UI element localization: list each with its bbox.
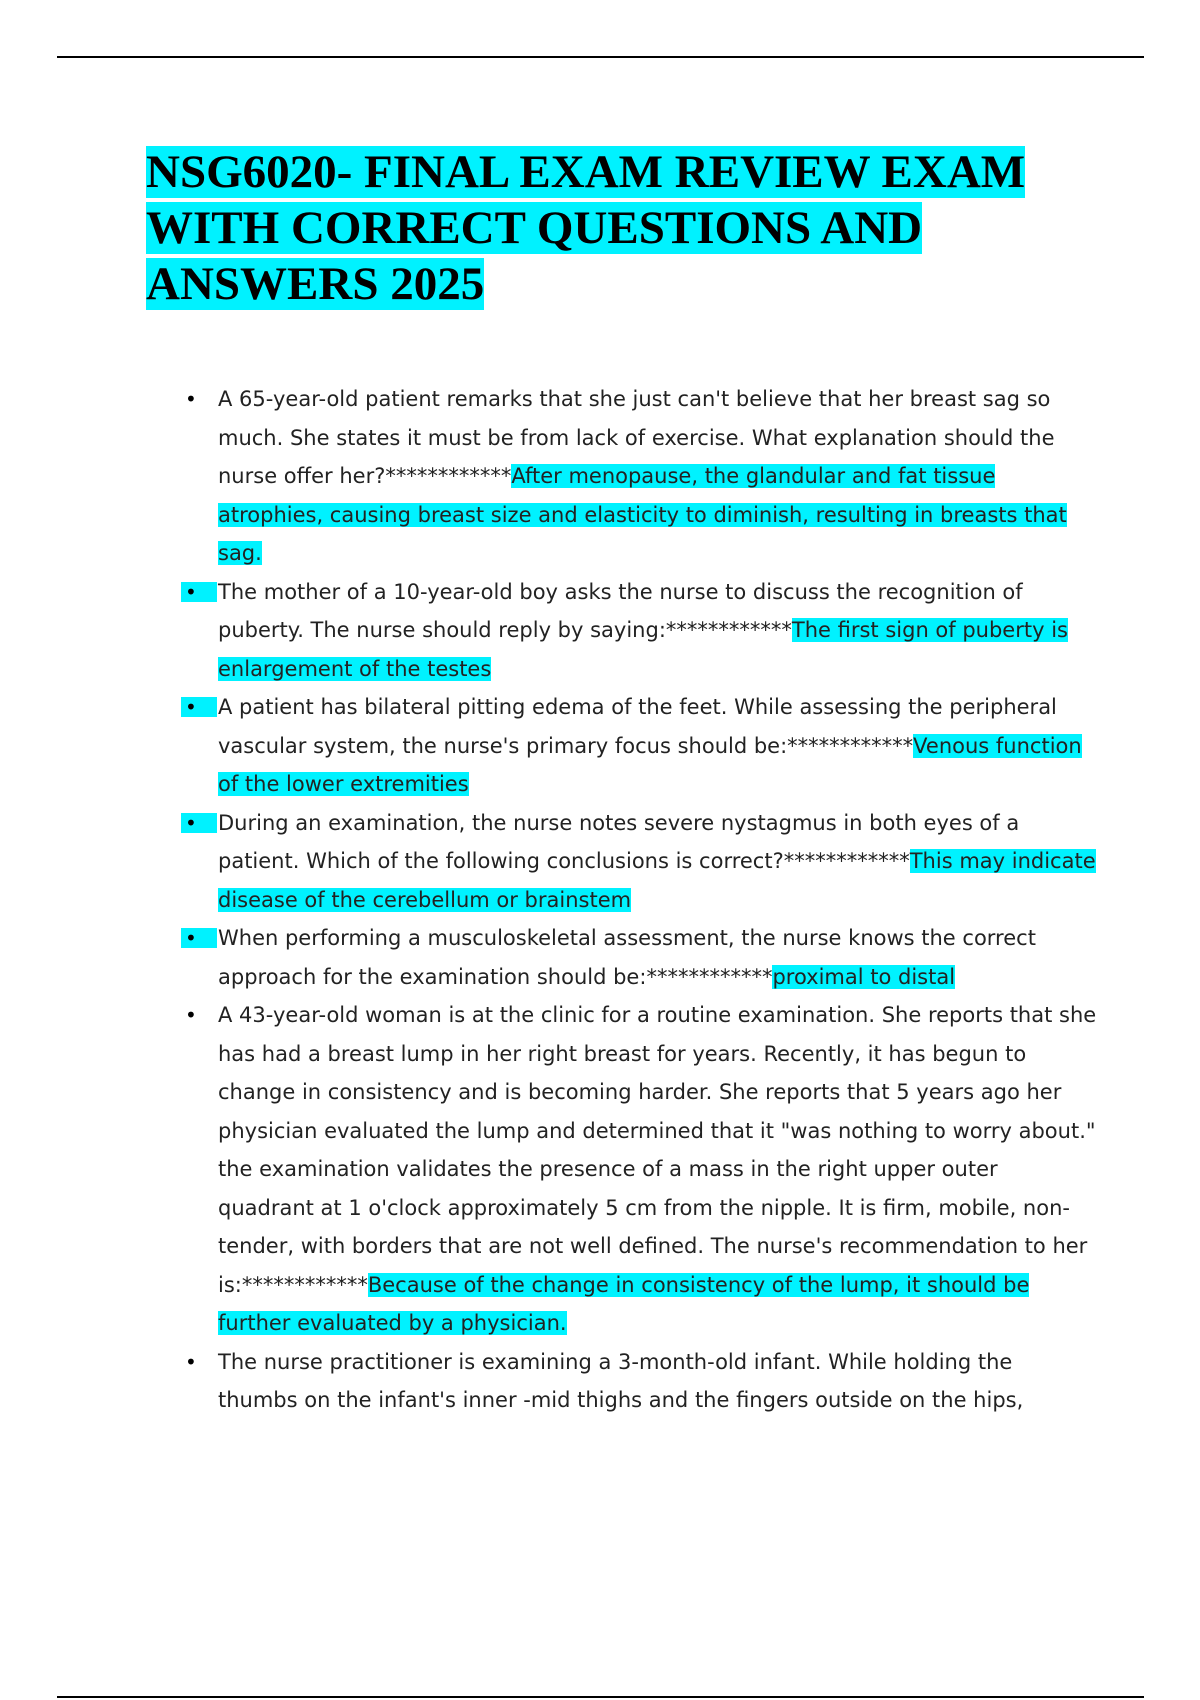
list-item [218, 688, 1098, 804]
bullet-icon [181, 697, 217, 717]
list-item [218, 1343, 1098, 1420]
answer-text: proximal to distal [772, 964, 956, 989]
answer-text: After menopause, the glandular and fat tissue atrophies, causing breast size and elasticity to diminish, resulting in breasts that sag. [218, 464, 1067, 565]
answer-text: This may indicate disease of the cerebellum or brainstem [218, 849, 1096, 912]
bottom-rule [57, 1696, 1144, 1698]
document-title [146, 144, 1126, 312]
answer-text: The first sign of puberty is enlargement of the testes [218, 618, 1068, 681]
separator: ************ [385, 464, 512, 488]
bullet-icon [181, 1352, 217, 1372]
question-text: When performing a musculoskeletal assessment, the nurse knows the correct approach for the examination should be: [218, 926, 1036, 989]
top-rule [57, 56, 1144, 58]
list-item [218, 996, 1098, 1343]
list-item [218, 804, 1098, 920]
question-text: The mother of a 10-year-old boy asks the nurse to discuss the recognition of puberty. The nurse should reply by saying: [218, 579, 1023, 642]
list-item [218, 380, 1098, 573]
bullet-icon [181, 582, 217, 602]
title-highlight: NSG6020- FINAL EXAM REVIEW EXAM WITH CORRECT QUESTIONS AND ANSWERS 2025 [146, 146, 1026, 310]
separator: ************ [646, 964, 773, 989]
question-text: The nurse practitioner is examining a 3-month-old infant. While holding the thumbs on the infant's inner -mid thighs and the fingers outside on the hips, [218, 1349, 1024, 1412]
list-item [218, 919, 1098, 996]
separator: ************ [783, 849, 910, 873]
bullet-icon [181, 389, 217, 409]
bullet-icon [181, 1005, 217, 1025]
bullet-icon [181, 813, 217, 833]
question-text: A 43-year-old woman is at the clinic for a routine examination. She reports that she has had a breast lump in her right breast for years. Recently, it has begun to change in consistency and is becoming harder. She reports that 5 years ago her physician evaluated the lump and determined that it "was nothing to worry about." the examination validates the presence of a mass in the right upper outer quadrant at 1 o'clock approximately 5 cm from the nipple. It is firm, mobile, non-tender, with borders that are not well defined. The nurse's recommendation to her is: [218, 1003, 1097, 1297]
answer-text: Because of the change in consistency of the lump, it should be further evaluated by a physician. [218, 1272, 1030, 1335]
question-text: A patient has bilateral pitting edema of the feet. While assessing the peripheral vascular system, the nurse's primary focus should be: [218, 695, 1057, 758]
question-text: A 65-year-old patient remarks that she just can't believe that her breast sag so much. She states it must be from lack of exercise. What explanation should the nurse offer her? [218, 387, 1055, 488]
list-item [218, 573, 1098, 689]
separator: ************ [665, 618, 792, 642]
separator: ************ [787, 733, 914, 758]
bullet-icon [181, 928, 217, 948]
separator: ************ [241, 1272, 368, 1297]
question-list [218, 380, 1098, 1420]
answer-text: Venous function of the lower extremities [218, 733, 1082, 796]
question-text: During an examination, the nurse notes severe nystagmus in both eyes of a patient. Which of the following conclusions is correct? [218, 810, 1020, 873]
